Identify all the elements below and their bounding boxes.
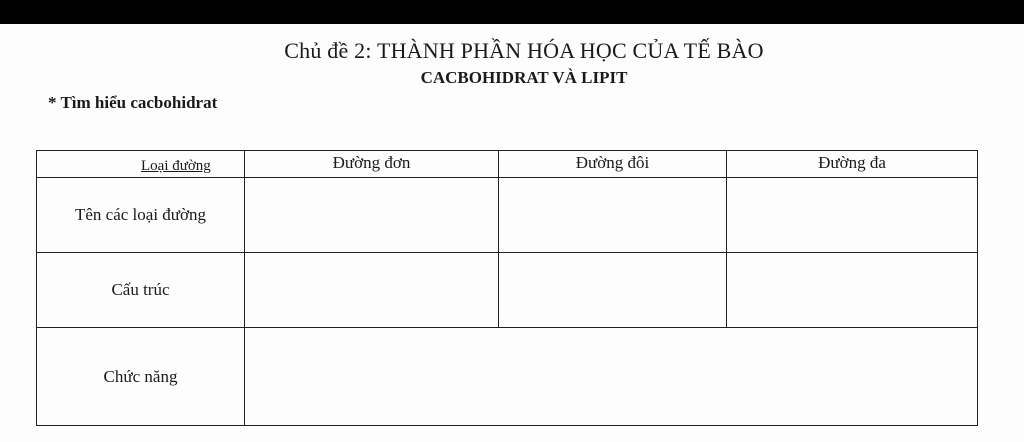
column-header: Đường đôi [499,151,727,178]
section-heading: * Tìm hiểu cacbohidrat [48,93,218,112]
corner-label: Loại đường [141,158,211,174]
empty-cell [727,253,978,328]
row-header: Cấu trúc [37,253,245,328]
top-black-bar [0,0,1024,24]
document-subtitle: CACBOHIDRAT VÀ LIPIT [420,68,628,87]
empty-cell [245,253,499,328]
table-row [37,253,978,328]
empty-cell [727,178,978,253]
table-row [37,328,978,426]
table-row [37,178,978,253]
column-header: Đường đa [727,151,978,178]
empty-cell [499,253,727,328]
empty-cell [499,178,727,253]
empty-cell [245,178,499,253]
row-header: Chức năng [37,328,245,426]
corner-cell [37,151,245,178]
header-row [37,151,978,178]
document-title: Chủ đề 2: THÀNH PHẦN HÓA HỌC CỦA TẾ BÀO [284,38,764,63]
carbohydrate-table [36,150,978,426]
row-header: Tên các loại đường [37,178,245,253]
column-header: Đường đơn [245,151,499,178]
merged-empty-cell [245,328,978,426]
